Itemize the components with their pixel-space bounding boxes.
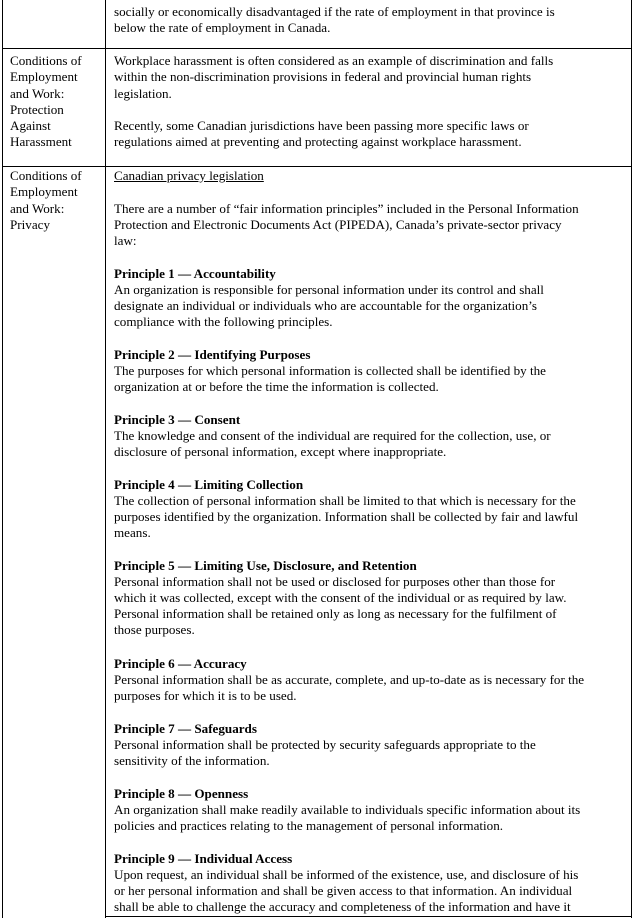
row-label-cell xyxy=(2,49,106,167)
principle-title: Principle 4 — Limiting Collection xyxy=(114,477,304,492)
principle-line: Personal information shall be protected by security safeguards appropriate to the xyxy=(114,737,536,752)
principle-line: organization at or before the time the information is collected. xyxy=(114,379,439,394)
content-line: within the non-discrimination provisions in federal and provincial human rights xyxy=(114,69,532,84)
content-line: Recently, some Canadian jurisdictions have been passing more specific laws or xyxy=(114,118,529,133)
principle-line: policies and practices relating to the management of personal information. xyxy=(114,818,504,833)
principle-line: designate an individual or individuals who are accountable for the organization’s xyxy=(114,298,537,313)
principle-title: Principle 1 — Accountability xyxy=(114,266,276,281)
content-line: There are a number of “fair information principles” included in the Personal Information xyxy=(114,201,579,216)
content-line: below the rate of employment in Canada. xyxy=(114,20,331,35)
principle-line: means. xyxy=(114,525,151,540)
principle-title: Principle 7 — Safeguards xyxy=(114,721,257,736)
principle-title: Principle 8 — Openness xyxy=(114,786,249,801)
row-label-line: Employment xyxy=(10,184,78,199)
principle-line: disclosure of personal information, except where inappropriate. xyxy=(114,444,447,459)
content-line: Workplace harassment is often considered as an example of discrimination and falls xyxy=(114,53,554,68)
principle-line: shall be able to challenge the accuracy and completeness of the information and have it xyxy=(114,899,571,914)
principle-line: or her personal information and shall be given access to that information. An individual xyxy=(114,883,573,898)
row-label-line: Harassment xyxy=(10,134,72,149)
principle-title: Principle 2 — Identifying Purposes xyxy=(114,347,311,362)
principle-title: Principle 3 — Consent xyxy=(114,412,241,427)
principle-line: those purposes. xyxy=(114,622,195,637)
row-content-cell xyxy=(105,0,632,49)
principle-line: purposes identified by the organization. Information shall be collected by fair and lawful xyxy=(114,509,579,524)
row-label-line: and Work: xyxy=(10,86,65,101)
row-label-cell xyxy=(2,167,106,918)
table-row-employment-equity-continued xyxy=(2,0,632,49)
row-label-line: Privacy xyxy=(10,217,50,232)
content-line: Protection and Electronic Documents Act (PIPEDA), Canada’s private-sector privacy xyxy=(114,217,562,232)
principle-line: purposes for which it is to be used. xyxy=(114,688,297,703)
row-label-line: Protection xyxy=(10,102,64,117)
content-line: legislation. xyxy=(114,86,172,101)
principle-title: Principle 9 — Individual Access xyxy=(114,851,293,866)
table-bottom-rule xyxy=(105,916,632,917)
principle-line: compliance with the following principles. xyxy=(114,314,333,329)
row-label-line: and Work: xyxy=(10,201,65,216)
table-row-harassment xyxy=(2,49,632,167)
principle-line: Upon request, an individual shall be informed of the existence, use, and disclosure of his xyxy=(114,867,579,882)
document-table xyxy=(2,0,632,918)
row-content-cell xyxy=(105,167,632,918)
principle-line: An organization is responsible for personal information under its control and shall xyxy=(114,282,544,297)
content-line: law: xyxy=(114,233,137,248)
table-row-privacy xyxy=(2,167,632,918)
content-line: socially or economically disadvantaged if the rate of employment in that province is xyxy=(114,4,555,19)
content-line: regulations aimed at preventing and protecting against workplace harassment. xyxy=(114,134,522,149)
row-label-line: Employment xyxy=(10,69,78,84)
principle-line: The collection of personal information shall be limited to that which is necessary for the xyxy=(114,493,576,508)
principle-line: Personal information shall be as accurate, complete, and up-to-date as is necessary for the xyxy=(114,672,585,687)
principle-line: Personal information shall be retained only as long as necessary for the fulfilment of xyxy=(114,606,557,621)
principle-title: Principle 6 — Accuracy xyxy=(114,656,247,671)
row-label-cell xyxy=(2,0,106,49)
principle-line: which it was collected, except with the consent of the individual or as required by law. xyxy=(114,590,567,605)
row-label-line: Conditions of xyxy=(10,168,82,183)
row-label-line: Against xyxy=(10,118,51,133)
principle-line: sensitivity of the information. xyxy=(114,753,270,768)
section-heading: Canadian privacy legislation xyxy=(114,168,264,183)
row-label-line: Conditions of xyxy=(10,53,82,68)
principle-line: Personal information shall not be used or disclosed for purposes other than those for xyxy=(114,574,556,589)
principle-title: Principle 5 — Limiting Use, Disclosure, and Retention xyxy=(114,558,417,573)
row-content-cell xyxy=(105,49,632,167)
principle-line: The purposes for which personal information is collected shall be identified by the xyxy=(114,363,546,378)
principle-line: An organization shall make readily available to individuals specific information about its xyxy=(114,802,581,817)
principle-line: The knowledge and consent of the individual are required for the collection, use, or xyxy=(114,428,551,443)
